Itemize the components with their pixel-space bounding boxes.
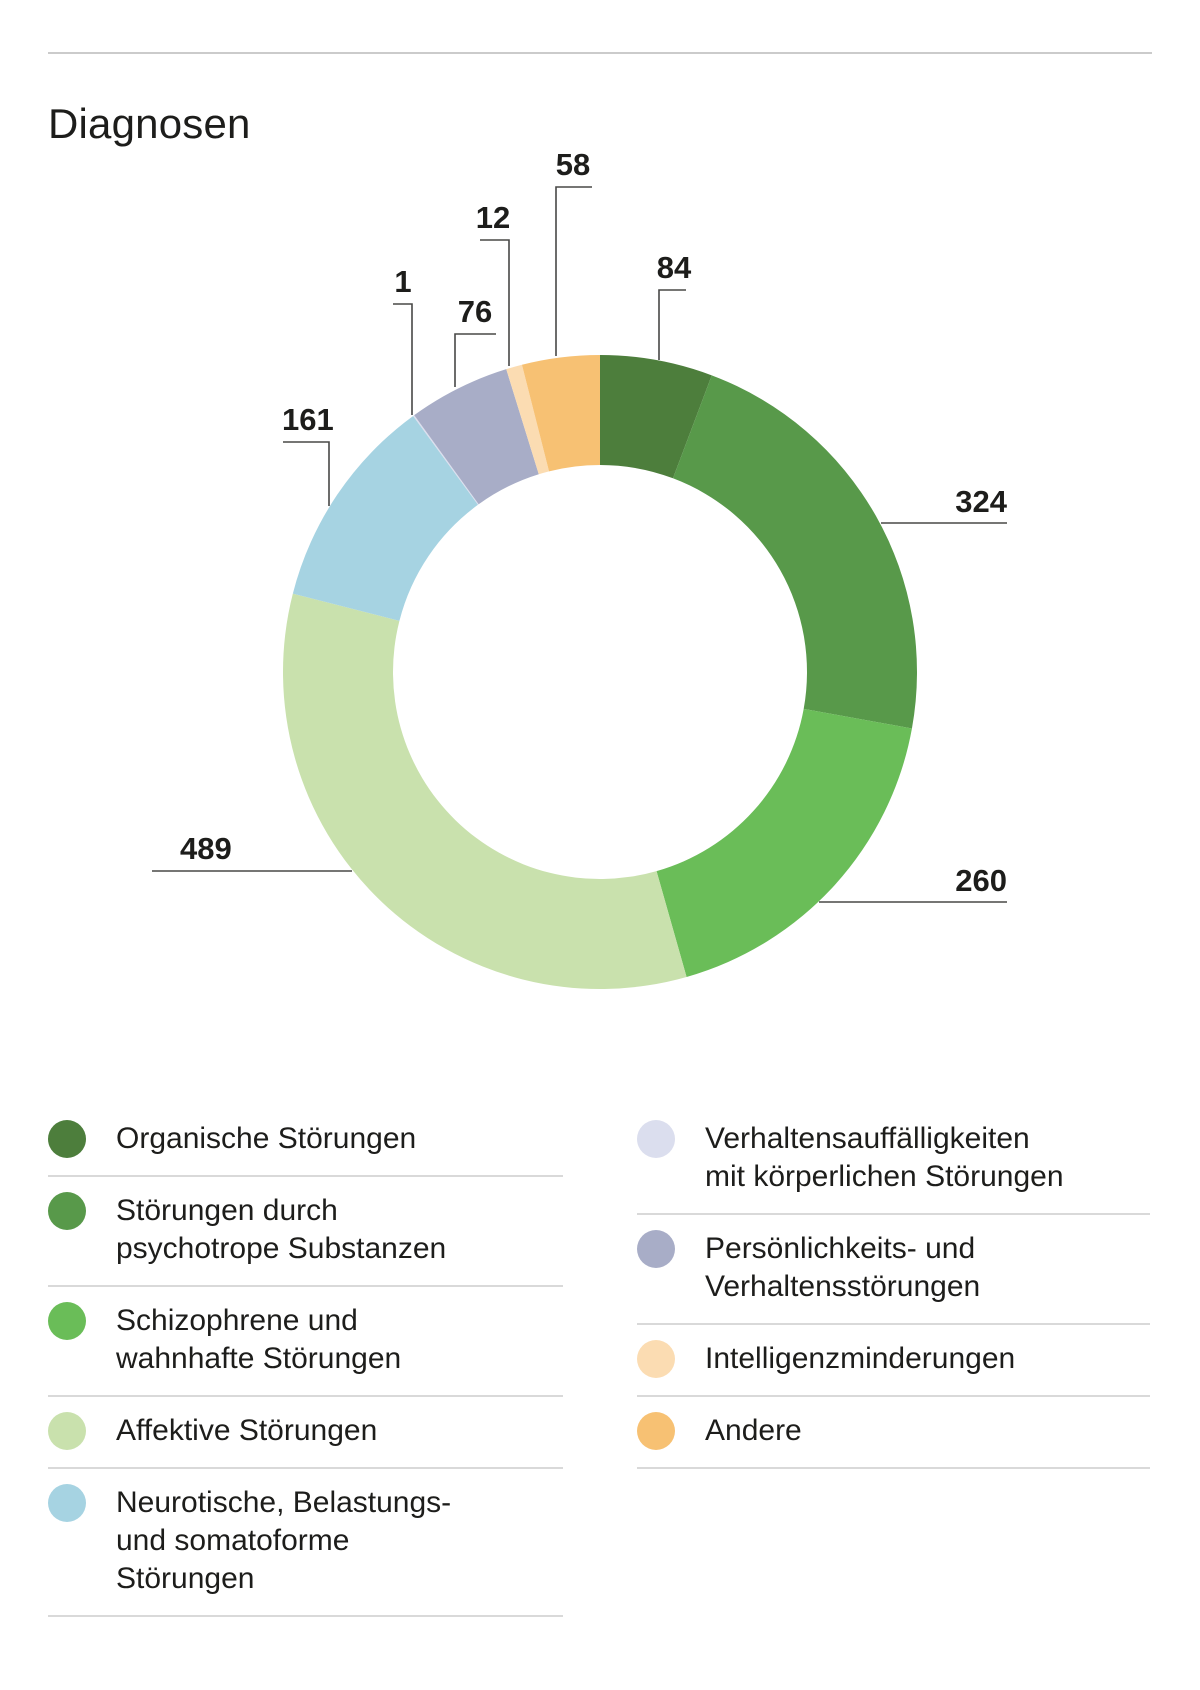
donut-slice-1 — [673, 375, 917, 728]
legend-label — [116, 1120, 416, 1158]
legend-item-left-2 — [48, 1287, 563, 1397]
legend-label-line: Andere — [705, 1414, 802, 1447]
callout-line-4 — [283, 442, 329, 506]
donut-slices — [283, 355, 917, 989]
callout-value-8: 58 — [555, 147, 591, 182]
legend-item-left-3 — [48, 1397, 563, 1469]
donut-slice-2 — [657, 709, 912, 977]
legend-dot-icon — [48, 1120, 86, 1158]
callout-value-0: 84 — [656, 250, 692, 285]
legend-dot-icon — [637, 1230, 675, 1268]
legend-label — [705, 1340, 1015, 1378]
legend-label-line: wahnhafte Störungen — [116, 1342, 402, 1375]
legend-item-left-0 — [48, 1105, 563, 1177]
legend-item-right-3 — [637, 1397, 1150, 1469]
legend-column-right — [637, 1105, 1150, 1469]
legend-item-left-4 — [48, 1469, 563, 1617]
legend-label — [705, 1412, 802, 1450]
legend-column-left — [48, 1105, 563, 1617]
legend-label-line: Affektive Störungen — [116, 1414, 378, 1447]
legend-item-right-2 — [637, 1325, 1150, 1397]
legend-label — [116, 1484, 451, 1598]
callout-line-5 — [393, 304, 412, 415]
legend-dot-icon — [48, 1302, 86, 1340]
legend-dot-icon — [637, 1412, 675, 1450]
callout-line-0 — [659, 290, 686, 360]
legend-label — [116, 1412, 377, 1450]
legend-label-line: Neurotische, Belastungs- — [116, 1486, 452, 1519]
page-title: Diagnosen — [48, 100, 251, 147]
legend-label — [116, 1192, 446, 1268]
legend-dot-icon — [48, 1412, 86, 1450]
legend-label-line: Störungen durch — [116, 1194, 338, 1227]
legend-label-line: Schizophrene und — [116, 1304, 358, 1337]
callout-value-4: 161 — [282, 402, 334, 437]
legend-item-right-0 — [637, 1105, 1150, 1215]
legend-label-line: und somatoforme — [116, 1524, 350, 1557]
legend-label-line: Verhaltensauffälligkeiten — [705, 1122, 1030, 1155]
legend-dot-icon — [48, 1484, 86, 1522]
legend-label-line: Persönlichkeits- und — [705, 1232, 976, 1265]
callout-value-7: 12 — [475, 200, 511, 235]
callout-value-1: 324 — [955, 484, 1007, 519]
legend-item-right-1 — [637, 1215, 1150, 1325]
legend-label — [116, 1302, 401, 1378]
legend-label — [705, 1230, 980, 1306]
legend-label-line: Verhaltensstörungen — [705, 1270, 981, 1303]
callout-value-3: 489 — [180, 831, 232, 866]
legend-label-line: Intelligenzminderungen — [705, 1342, 1016, 1375]
legend-dot-icon — [48, 1192, 86, 1230]
legend-label-line: psychotrope Substanzen — [116, 1232, 447, 1265]
legend-item-left-1 — [48, 1177, 563, 1287]
legend-dot-icon — [637, 1340, 675, 1378]
legend-label — [705, 1120, 1064, 1196]
legend-label-line: Störungen — [116, 1562, 255, 1595]
callout-value-2: 260 — [955, 863, 1007, 898]
callout-line-8 — [556, 187, 592, 356]
callout-value-5: 1 — [394, 264, 412, 299]
donut-slice-3 — [283, 594, 687, 989]
legend-dot-icon — [637, 1120, 675, 1158]
callout-value-6: 76 — [457, 294, 493, 329]
legend-label-line: Organische Störungen — [116, 1122, 417, 1155]
legend-label-line: mit körperlichen Störungen — [705, 1160, 1064, 1193]
